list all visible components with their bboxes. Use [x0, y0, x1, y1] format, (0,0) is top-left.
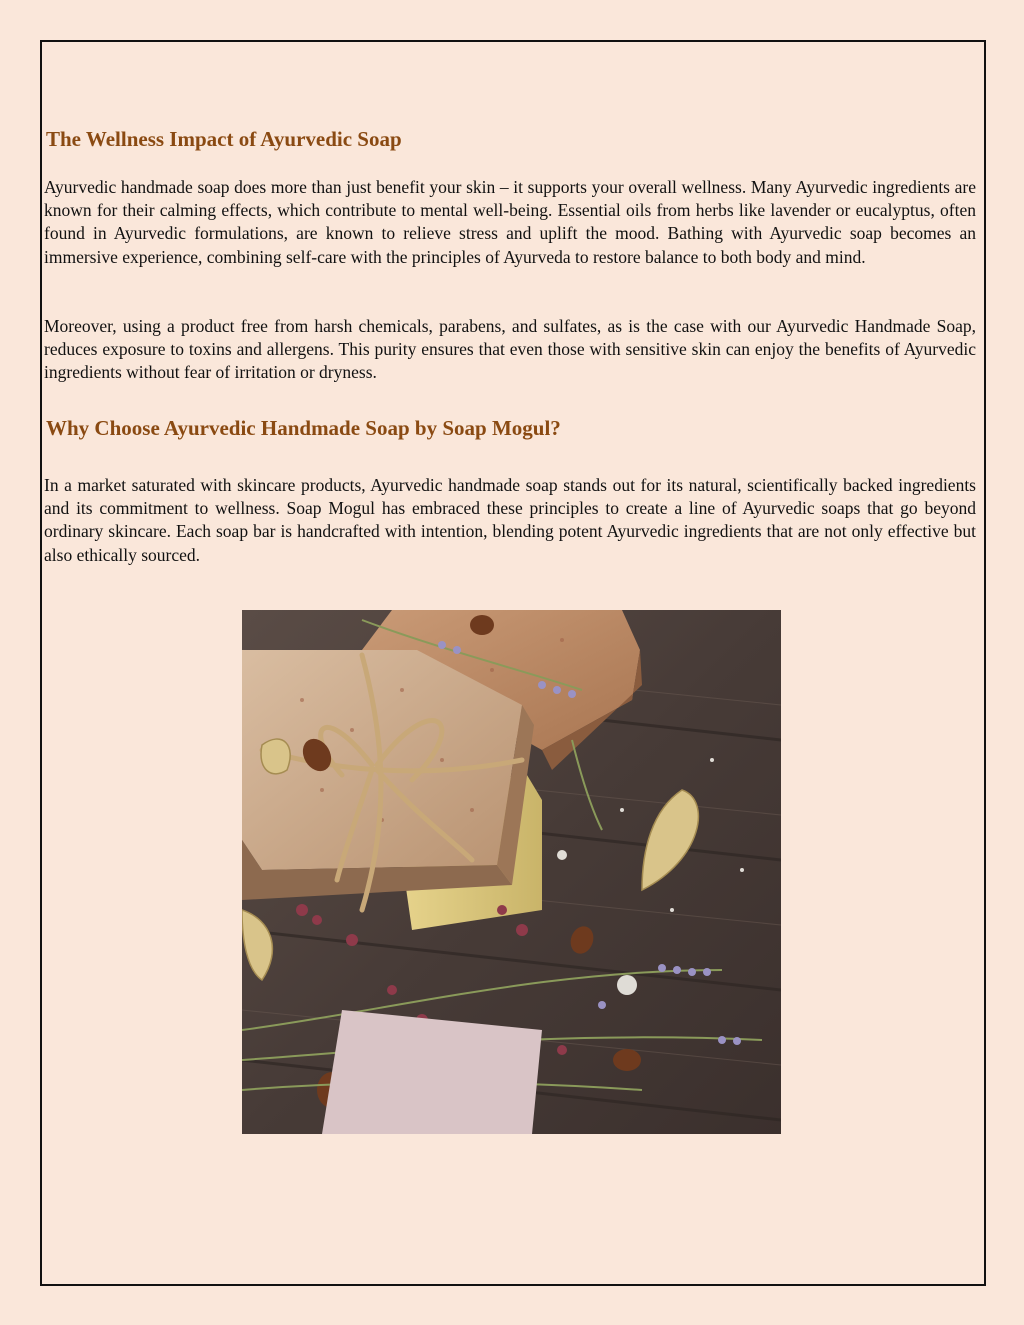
section-heading-why-choose: Why Choose Ayurvedic Handmade Soap by Soap Mogul?	[46, 416, 561, 440]
section-heading-wellness-impact: The Wellness Impact of Ayurvedic Soap	[46, 127, 402, 151]
paragraph-chemical-free: Moreover, using a product free from harsh chemicals, parabens, and sulfates, as is the case with our Ayurvedic Handmade Soap, reduces exposure to toxins and allergens. This purity ensures that even those with sensitive skin can enjoy the benefits of Ayurvedic ingredients without fear of irritation or dryness.	[44, 316, 976, 383]
paragraph-wellness-overview: Ayurvedic handmade soap does more than just benefit your skin – it supports your overall wellness. Many Ayurvedic ingredients are known for their calming effects, which contribute to mental well-being. Essential oils from herbs like lavender or eucalyptus, often found in Ayurvedic formulations, are known to relieve stress and uplift the mood. Bathing with Ayurvedic soap becomes an immersive experience, combining self-care with the principles of Ayurveda to restore balance to both body and mind.	[44, 177, 976, 267]
soap-product-photo	[242, 610, 781, 1134]
paragraph-why-choose: In a market saturated with skincare products, Ayurvedic handmade soap stands out for its natural, scientifically backed ingredients and its commitment to wellness. Soap Mogul has embraced these principles to create a line of Ayurvedic soaps that go beyond ordinary skincare. Each soap bar is handcrafted with intention, blending potent Ayurvedic ingredients that are not only effective but also ethically sourced.	[44, 475, 976, 565]
